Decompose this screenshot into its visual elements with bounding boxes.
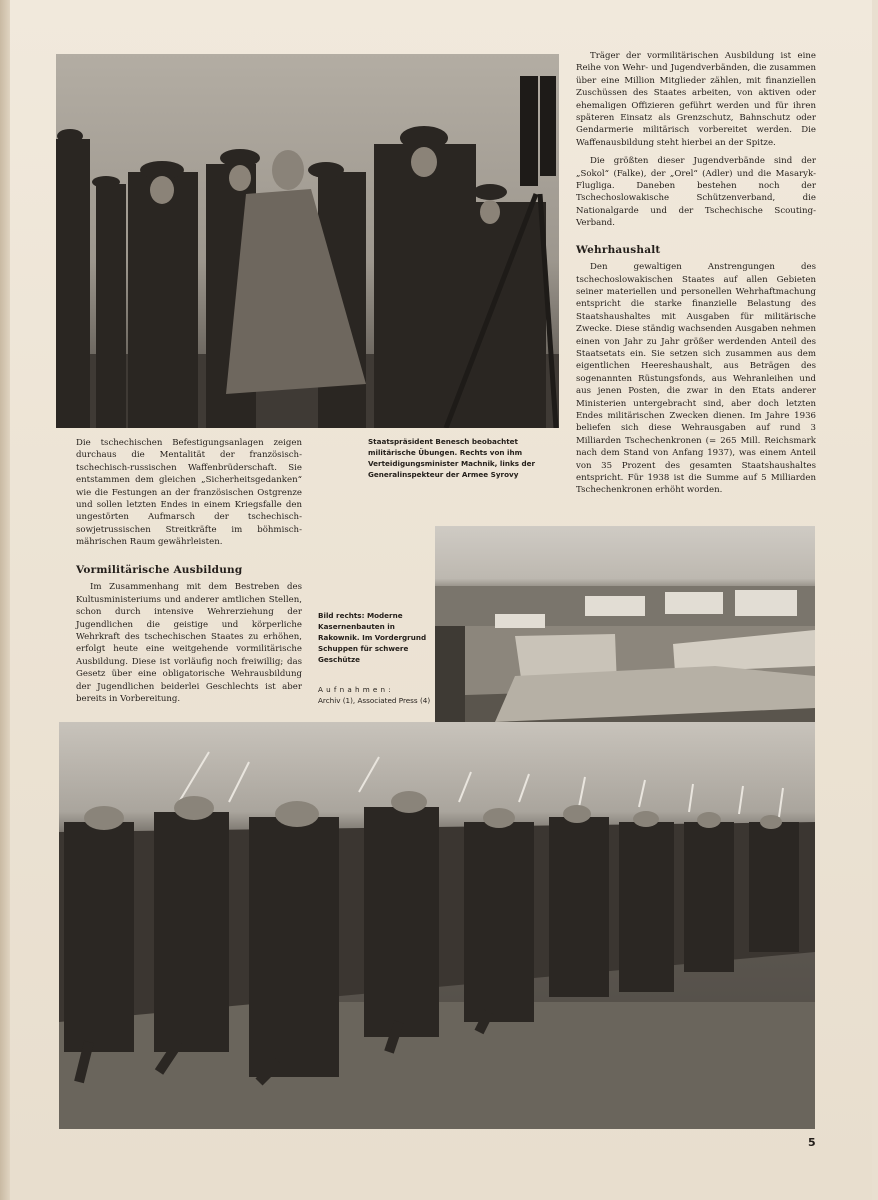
- photo-officials-observing: [56, 54, 559, 428]
- caption-barracks-text: Bild rechts: Moderne Kasernenbauten in Rakownik. Im Vordergrund Schuppen für schwere Geschütze: [318, 611, 427, 664]
- paragraph-vormilitaerisch: Im Zusammenhang mit dem Bestreben des Kultusministeriums und anderer amtlichen Stellen, schon durch intensive Wehrerziehung der Jugendlichen die geistige und körperliche Wehrkraft des tschechischen Staates zu erhöhen, erfolgt heute eine weitgehende vormilitärische Ausbildung. Diese ist vorläufig noch freiwillig; das Gesetz über eine obligatorische Wehrausbildung der Jugendlichen beiderlei Geschlechts ist aber bereits in Vorbereitung.: [76, 582, 302, 705]
- caption-benesch: [368, 436, 560, 480]
- photo-credit: [318, 684, 432, 706]
- section-vormilitaerisch: [76, 564, 302, 705]
- heading-wehrhaushalt: Wehrhaushalt: [576, 243, 661, 256]
- caption-barracks: [318, 610, 430, 665]
- caption-fortifications: [76, 437, 302, 549]
- photo-marching-image: [59, 722, 815, 1129]
- heading-vormilitaerisch: Vormilitärische Ausbildung: [76, 564, 243, 576]
- photo-credit-label: Aufnahmen:: [318, 685, 394, 694]
- photo-barracks-image: [435, 526, 815, 736]
- caption-fortifications-text: Die tschechischen Befestigungsanlagen zeigen durchaus die Mentalität der französisch-tschechisch-russischen Waffenbrüderschaft. Sie entstammen dem gleichen „Sicherheitsgedanken“ wie die Festungen an der französischen Ostgrenze und sollen letzten Endes in einem Kriegsfalle den ungestörten Aufmarsch der tschechisch-sowjetrussischen Streitkräfte im böhmisch-mährischen Raum gewährleisten.: [76, 438, 302, 548]
- caption-benesch-text: Staatspräsident Benesch beobachtet militärische Übungen. Rechts von ihm Verteidigungsminister Machnik, links der Generalinspekteur der Armee Syrovy: [368, 437, 536, 479]
- photo-officials-image: [56, 54, 559, 428]
- paragraph-jugendverbaende: Die größten dieser Jugendverbände sind der „Sokol“ (Falke), der „Orel“ (Adler) und die Masaryk-Flugliga. Daneben bestehen noch der Tschechoslowakische Schützenverband, die Nationalgarde und der Tschechische Scouting-Verband.: [576, 156, 816, 229]
- photo-credit-text: Archiv (1), Associated Press (4): [318, 696, 431, 705]
- paragraph-traeger: Träger der vormilitärischen Ausbildung ist eine Reihe von Wehr- und Jugendverbänden, die zusammen über eine Million Mitglieder zählen, mit finanziellen Zuschüssen des Staates arbeiten, von aktiven oder ehemaligen Offizieren geführt werden und für ihren späteren Einsatz als Grenzschutz, Bahnschutz oder Gendarmerie militärisch vorbereitet werden. Die Waffenausbildung steht hierbei an der Spitze.: [576, 51, 816, 148]
- page-number: 5: [808, 1136, 816, 1149]
- page-binding-edge: [0, 0, 10, 1200]
- column-right: [576, 50, 816, 497]
- photo-marching-soldiers: [59, 722, 815, 1129]
- paragraph-wehrhaushalt: Den gewaltigen Anstrengungen des tschechoslowakischen Staates auf allen Gebieten seiner materiellen und personellen Wehrhaftmachung entspricht die starke finanzielle Belastung des Staatshaushaltes mit Ausgaben für militärische Zwecke. Diese ständig wachsenden Ausgaben nehmen einen von Jahr zu Jahr größer werdenden Anteil des Staatsetats ein. Sie setzen sich zusammen aus dem eigentlichen Heereshaushalt, aus Beträgen des sogenannten Rüstungsfonds, aus Wehranleihen und aus jenen Posten, die zwar in den Etats anderer Ministerien untergebracht sind, aber doch letzten Endes militärischen Zwecken dienen. Im Jahre 1936 beliefen sich diese Wehrausgaben auf rund 3 Milliarden Tschechenkronen (= 265 Mill. Reichsmark nach dem Stand von Anfang 1937), was einem Anteil von 35 Prozent des gesamten Staatshaushaltes entspricht. Für 1938 ist die Summe auf 5 Milliarden Tschechenkronen erhöht worden.: [576, 262, 816, 496]
- photo-barracks-rakownik: [435, 526, 815, 736]
